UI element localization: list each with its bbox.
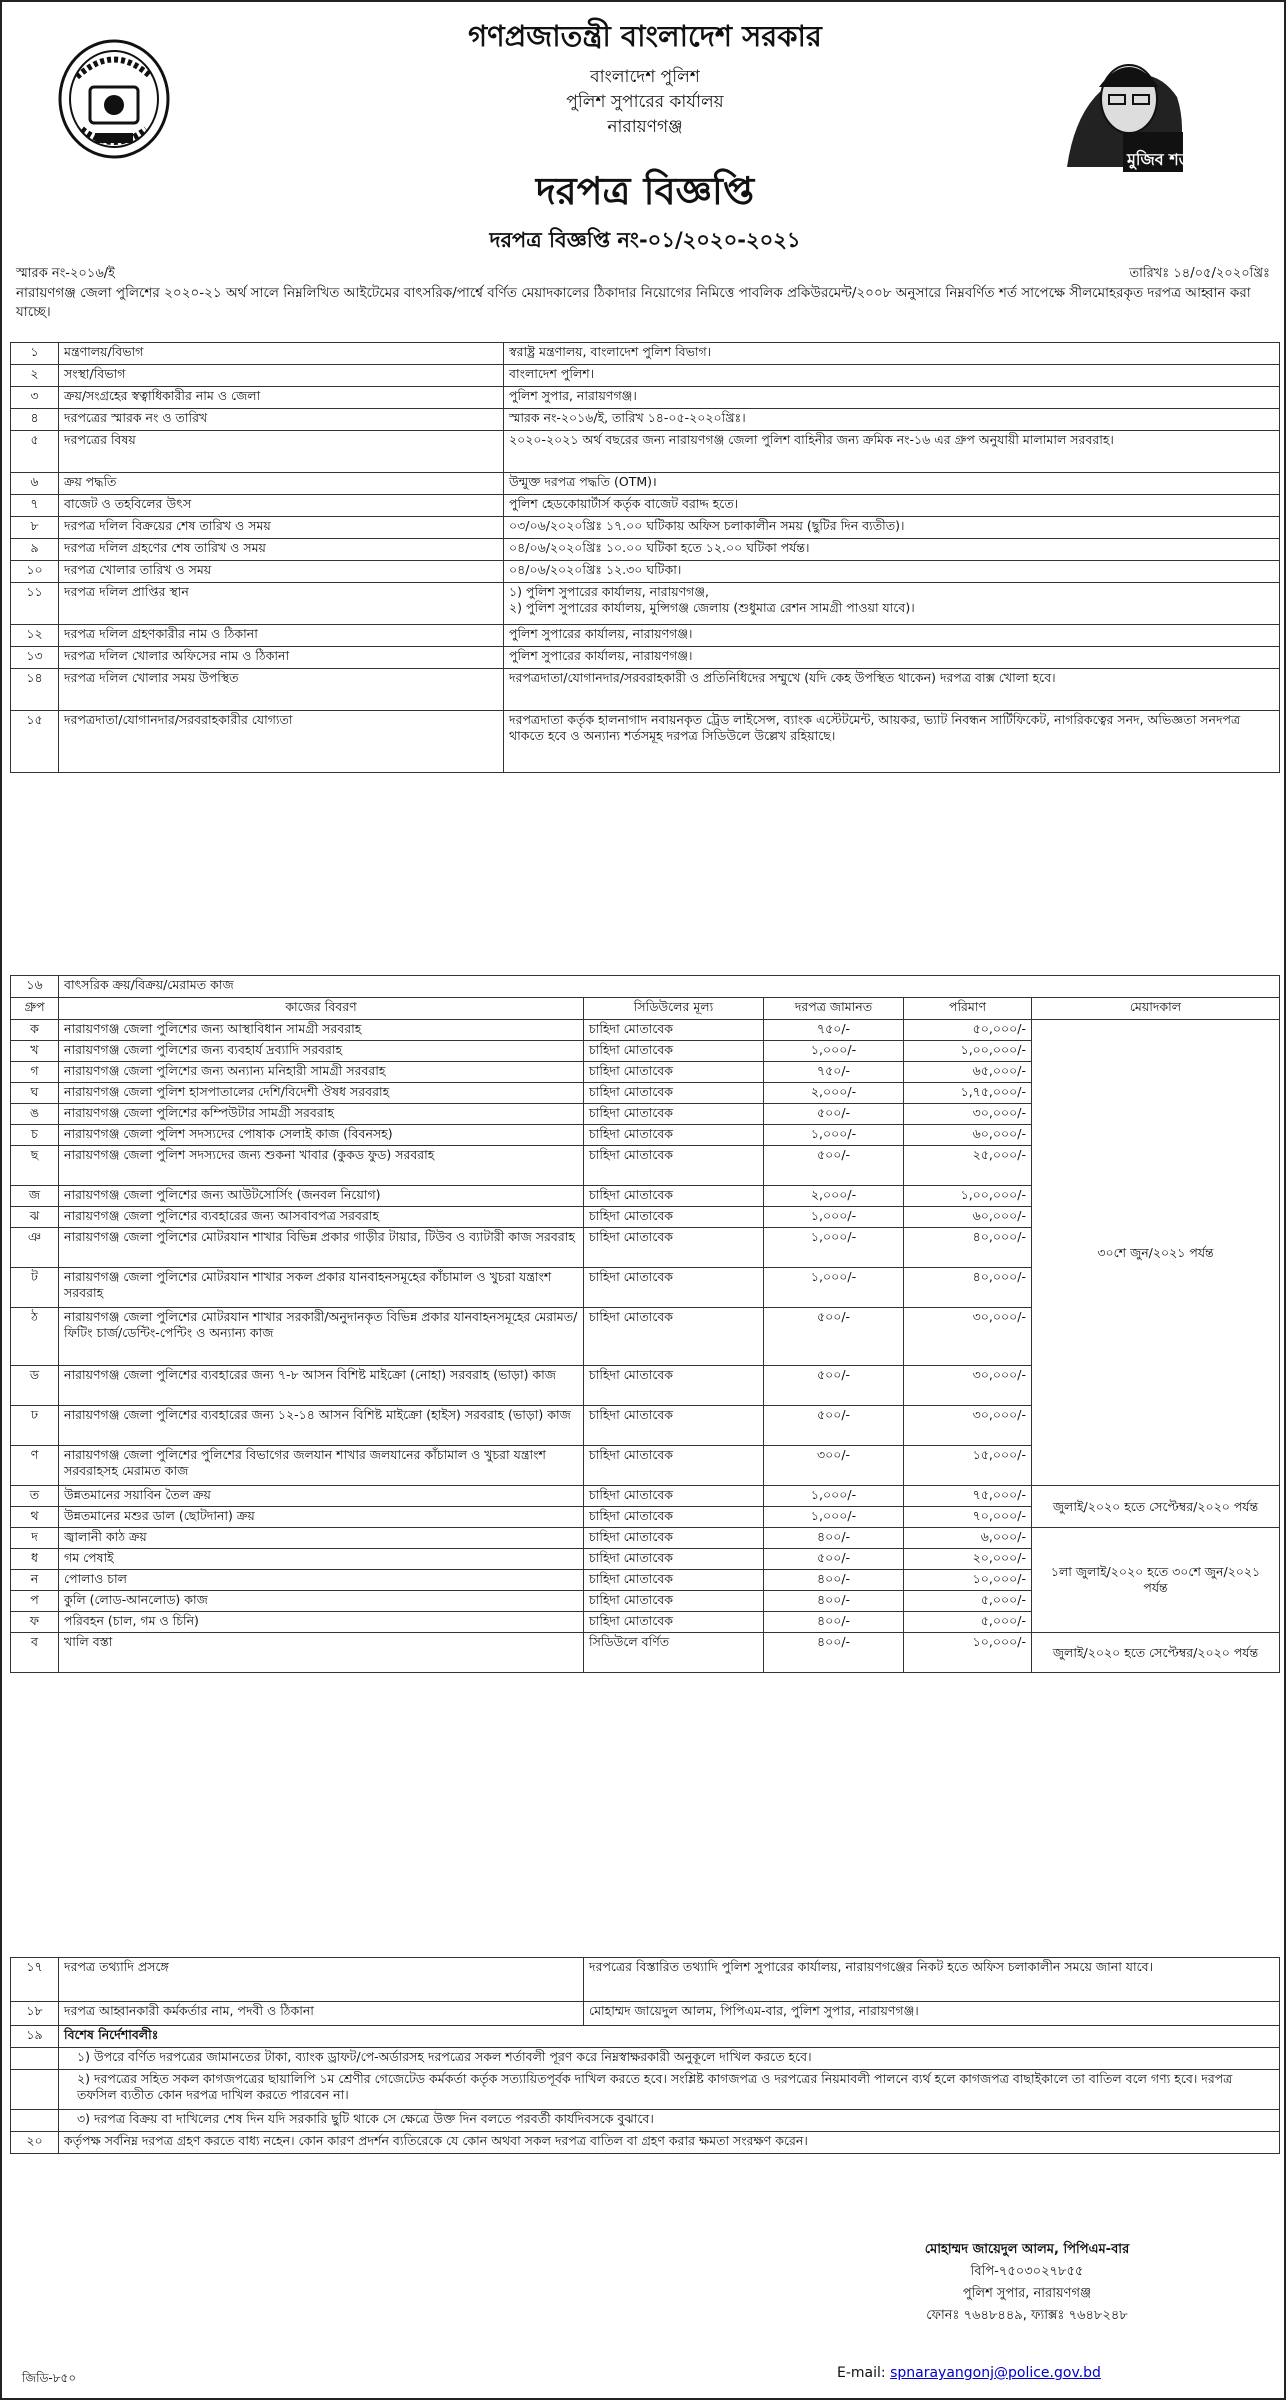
info-row xyxy=(11,669,1280,711)
item-group: ড xyxy=(11,1366,59,1406)
item-schedule-price: চাহিদা মোতাবেক xyxy=(584,1125,764,1146)
info-row xyxy=(11,517,1280,539)
item-description: গম পেষাই xyxy=(59,1549,584,1570)
row-20-value: কর্তৃপক্ষ সর্বনিম্ন দরপত্র গ্রহণ করতে বাধ্য নহেন। কোন কারণ প্রদর্শন ব্যতিরেকে যে কোন অথবা সকল দরপত্র বাতিল বা গ্রহণ করার ক্ষমতা সংরক্ষণ করেন। xyxy=(59,2132,1280,2154)
info-row-value: পুলিশ সুপারের কার্যালয়, নারায়ণগঞ্জ। xyxy=(504,647,1280,669)
item-amount: ১,০০,০০০/- xyxy=(904,1186,1032,1207)
row-19-point-2 xyxy=(11,2070,1280,2110)
item-amount: ৬,০০০/- xyxy=(904,1528,1032,1549)
item-schedule-price: চাহিদা মোতাবেক xyxy=(584,1020,764,1041)
item-description: নারায়ণগঞ্জ জেলা পুলিশের ব্যবহারের জন্য আসবাবপত্র সরবরাহ xyxy=(59,1207,584,1228)
item-deposit: ১,০০০/- xyxy=(764,1041,904,1062)
item-amount: ৬০,০০০/- xyxy=(904,1125,1032,1146)
item-deposit: ১,০০০/- xyxy=(764,1125,904,1146)
row-19-label: বিশেষ নির্দেশাবলীঃ xyxy=(59,2026,1280,2048)
info-row-value: ০৪/০৬/২০২০খ্রিঃ ১২.৩০ ঘটিকা। xyxy=(504,561,1280,583)
item-amount: ৩০,০০০/- xyxy=(904,1406,1032,1446)
info-row-number: ৬ xyxy=(11,473,59,495)
email-line xyxy=(837,2365,1101,2381)
item-description: পরিবহন (চাল, গম ও চিনি) xyxy=(59,1612,584,1633)
info-row xyxy=(11,561,1280,583)
item-amount: ৪০,০০০/- xyxy=(904,1228,1032,1268)
item-row xyxy=(11,1020,1280,1041)
item-group: ঞ xyxy=(11,1228,59,1268)
item-deposit: ২,০০০/- xyxy=(764,1186,904,1207)
header xyxy=(2,2,1286,252)
info-row xyxy=(11,539,1280,561)
item-schedule-price: চাহিদা মোতাবেক xyxy=(584,1308,764,1366)
item-amount: ১০,০০০/- xyxy=(904,1633,1032,1673)
item-group: চ xyxy=(11,1125,59,1146)
item-schedule-price: চাহিদা মোতাবেক xyxy=(584,1104,764,1125)
info-row-label: ক্রয় পদ্ধতি xyxy=(59,473,504,495)
item-group: খ xyxy=(11,1041,59,1062)
item-schedule-price: চাহিদা মোতাবেক xyxy=(584,1366,764,1406)
info-row-value: বাংলাদেশ পুলিশ। xyxy=(504,365,1280,387)
item-deposit: ৪০০/- xyxy=(764,1612,904,1633)
info-row-number: ৩ xyxy=(11,387,59,409)
info-row-label: দরপত্রের স্মারক নং ও তারিখ xyxy=(59,409,504,431)
item-description: কুলি (লোড-আনলোড) কাজ xyxy=(59,1591,584,1612)
row-18-label: দরপত্র আহ্বানকারী কর্মকর্তার নাম, পদবী ও ঠিকানা xyxy=(59,2002,584,2026)
info-row-value: ০৩/০৬/২০২০খ্রিঃ ১৭.০০ ঘটিকায় অফিস চলাকালীন সময় (ছুটির দিন ব্যতীত)। xyxy=(504,517,1280,539)
info-row-label: দরপত্র দলিল খোলার সময় উপস্থিত xyxy=(59,669,504,711)
info-row-label: দরপত্র দলিল বিক্রয়ের শেষ তারিখ ও সময় xyxy=(59,517,504,539)
info-row-value: পুলিশ সুপার, নারায়ণগঞ্জ। xyxy=(504,387,1280,409)
item-description: নারায়ণগঞ্জ জেলা পুলিশ হাসপাতালের দেশি/বিদেশী ঔষধ সরবরাহ xyxy=(59,1083,584,1104)
signatory-name: মোহাম্মদ জায়েদুল আলম, পিপিএম-বার xyxy=(924,2242,1130,2257)
item-amount: ৫,০০০/- xyxy=(904,1612,1032,1633)
header-period: মেয়াদকাল xyxy=(1032,998,1280,1020)
info-table-body xyxy=(11,343,1280,773)
item-schedule-price: চাহিদা মোতাবেক xyxy=(584,1268,764,1308)
info-row-number: ১৪ xyxy=(11,669,59,711)
item-amount: ৩০,০০০/- xyxy=(904,1366,1032,1406)
item-description: নারায়ণগঞ্জ জেলা পুলিশের জন্য আস্থাবিধান সামগ্রী সরবরাহ xyxy=(59,1020,584,1041)
item-schedule-price: চাহিদা মোতাবেক xyxy=(584,1486,764,1507)
signatory-post: পুলিশ সুপার, নারায়ণগঞ্জ xyxy=(962,2286,1092,2301)
government-title: গণপ্রজাতন্ত্রী বাংলাদেশ সরকার xyxy=(468,19,822,53)
notice-number: দরপত্র বিজ্ঞপ্তি নং-০১/২০২০-২০২১ xyxy=(489,228,801,252)
item-description: জ্বালানী কাঠ ক্রয় xyxy=(59,1528,584,1549)
item-deposit: ৭৫০/- xyxy=(764,1020,904,1041)
instruction-3: ৩) দরপত্র বিক্রয় বা দাখিলের শেষ দিন যদি সরকারি ছুটি থাকে সে ক্ষেত্রে উক্ত দিন বলতে পরবর্তী কার্যদিবসকে বুঝাবে। xyxy=(59,2110,1280,2132)
info-row-value: স্মারক নং-২০১৬/ই, তারিখ ১৪-০৫-২০২০খ্রিঃ। xyxy=(504,409,1280,431)
item-amount: ১৫,০০০/- xyxy=(904,1446,1032,1486)
item-description: নারায়ণগঞ্জ জেলা পুলিশের কম্পিউটার সামগ্রী সরবরাহ xyxy=(59,1104,584,1125)
row-20 xyxy=(11,2132,1280,2154)
row-19-point-3 xyxy=(11,2110,1280,2132)
item-schedule-price: চাহিদা মোতাবেক xyxy=(584,1228,764,1268)
items-header-row xyxy=(11,998,1280,1020)
item-description: নারায়ণগঞ্জ জেলা পুলিশ সদস্যদের জন্য শুকনা খাবার (কুকড ফুড) সরবরাহ xyxy=(59,1146,584,1186)
item-schedule-price: চাহিদা মোতাবেক xyxy=(584,1146,764,1186)
item-amount: ৩০,০০০/- xyxy=(904,1308,1032,1366)
item-deposit: ৫০০/- xyxy=(764,1146,904,1186)
item-period: জুলাই/২০২০ হতে সেপ্টেম্বর/২০২০ পর্যন্ত xyxy=(1032,1486,1280,1528)
item-group: ব xyxy=(11,1633,59,1673)
item-description: নারায়ণগঞ্জ জেলা পুলিশ সদস্যদের পোষাক সেলাই কাজ (বিবনসহ) xyxy=(59,1125,584,1146)
row-18 xyxy=(11,2002,1280,2026)
info-row-value: দরপত্রদাতা কর্তৃক হালনাগাদ নবায়নকৃত ট্রেড লাইসেন্স, ব্যাংক এস্টেটমেন্ট, আয়কর, ভ্যাট নিবন্ধন সার্টিফিকেট, নাগরিকত্বের সনদ, অভিজ্ঞতা সনদপত্র থাকতে হবে ও অন্যান্য শর্তসমূহ দরপত্র সিডিউলে উল্লেখ রহিয়াছে। xyxy=(504,711,1280,773)
item-amount: ৪০,০০০/- xyxy=(904,1268,1032,1308)
info-row-label: দরপত্র খোলার তারিখ ও সময় xyxy=(59,561,504,583)
item-amount: ২৫,০০০/- xyxy=(904,1146,1032,1186)
info-row-label: দরপত্র দলিল প্রাপ্তির স্থান xyxy=(59,583,504,625)
signature-block xyxy=(802,2239,1252,2327)
item-deposit: ১,০০০/- xyxy=(764,1207,904,1228)
item-schedule-price: চাহিদা মোতাবেক xyxy=(584,1507,764,1528)
item-group: ঘ xyxy=(11,1083,59,1104)
item-group: ঙ xyxy=(11,1104,59,1125)
item-deposit: ৪০০/- xyxy=(764,1591,904,1612)
item-schedule-price: চাহিদা মোতাবেক xyxy=(584,1406,764,1446)
row-19 xyxy=(11,2026,1280,2048)
item-group: গ xyxy=(11,1062,59,1083)
section-16-title: বাৎসরিক ক্রয়/বিক্রয়/মেরামত কাজ xyxy=(59,976,1280,998)
item-schedule-price: চাহিদা মোতাবেক xyxy=(584,1083,764,1104)
info-row-value-line-1: ১) পুলিশ সুপারের কার্যালয়, নারায়ণগঞ্জ, xyxy=(509,584,709,599)
item-schedule-price: চাহিদা মোতাবেক xyxy=(584,1549,764,1570)
info-row xyxy=(11,583,1280,625)
item-amount: ৬০,০০০/- xyxy=(904,1207,1032,1228)
item-period: ৩০শে জুন/২০২১ পর্যন্ত xyxy=(1032,1020,1280,1486)
info-row xyxy=(11,495,1280,517)
item-group: ণ xyxy=(11,1446,59,1486)
info-row-label: দরপত্রের বিষয় xyxy=(59,431,504,473)
header-amount: পরিমাণ xyxy=(904,998,1032,1020)
email-link[interactable]: spnarayangonj@police.gov.bd xyxy=(890,2365,1101,2381)
item-deposit: ৪০০/- xyxy=(764,1633,904,1673)
info-row-number: ১০ xyxy=(11,561,59,583)
info-row-number: ১ xyxy=(11,343,59,365)
org-line-2: পুলিশ সুপারের কার্যালয় xyxy=(566,92,724,112)
item-schedule-price: চাহিদা মোতাবেক xyxy=(584,1528,764,1549)
org-line-3: নারায়ণগঞ্জ xyxy=(607,117,683,137)
item-amount: ৩০,০০০/- xyxy=(904,1104,1032,1125)
item-group: ছ xyxy=(11,1146,59,1186)
item-amount: ১,০০,০০০/- xyxy=(904,1041,1032,1062)
info-row-value: ০৪/০৬/২০২০খ্রিঃ ১০.০০ ঘটিকা হতে ১২.০০ ঘটিকা পর্যন্ত। xyxy=(504,539,1280,561)
info-row-number: ১২ xyxy=(11,625,59,647)
item-amount: ৫,০০০/- xyxy=(904,1591,1032,1612)
row-20-number: ২০ xyxy=(11,2132,59,2154)
item-schedule-price: চাহিদা মোতাবেক xyxy=(584,1570,764,1591)
item-description: পোলাও চাল xyxy=(59,1570,584,1591)
item-deposit: ৫০০/- xyxy=(764,1549,904,1570)
info-row-value: ২০২০-২০২১ অর্থ বছরের জন্য নারায়ণগঞ্জ জেলা পুলিশ বাহিনীর জন্য ক্রমিক নং-১৬ এর গ্রুপ অনুযায়ী মালামাল সরবরাহ। xyxy=(504,431,1280,473)
item-deposit: ৪০০/- xyxy=(764,1528,904,1549)
item-deposit: ১,০০০/- xyxy=(764,1486,904,1507)
item-description: নারায়ণগঞ্জ জেলা পুলিশের ব্যবহারের জন্য ১২-১৪ আসন বিশিষ্ট মাইক্রো (হাইস) সরবরাহ (ভাড়া) কাজ xyxy=(59,1406,584,1446)
item-description: নারায়ণগঞ্জ জেলা পুলিশের মোটরযান শাখার সকল প্রকার যানবাহনসমূহের কাঁচামাল ও খুচরা যন্ত্রাংশ সরবরাহ xyxy=(59,1268,584,1308)
item-group: ট xyxy=(11,1268,59,1308)
info-row xyxy=(11,473,1280,495)
item-schedule-price: সিডিউলে বর্ণিত xyxy=(584,1633,764,1673)
item-group: ঢ xyxy=(11,1406,59,1446)
row-19-point-1 xyxy=(11,2048,1280,2070)
info-row-label: বাজেট ও তহবিলের উৎস xyxy=(59,495,504,517)
item-group: ঝ xyxy=(11,1207,59,1228)
row-17-label: দরপত্র তথ্যাদি প্রসঙ্গে xyxy=(59,1958,584,2002)
item-deposit: ২,০০০/- xyxy=(764,1083,904,1104)
item-row xyxy=(11,1633,1280,1673)
item-amount: ১০,০০০/- xyxy=(904,1570,1032,1591)
info-row-number: ১৩ xyxy=(11,647,59,669)
item-group: ন xyxy=(11,1570,59,1591)
row-17 xyxy=(11,1958,1280,2002)
info-row-label: দরপত্র দলিল গ্রহণের শেষ তারিখ ও সময় xyxy=(59,539,504,561)
instruction-1: ১) উপরে বর্ণিত দরপত্রের জামানতের টাকা, ব্যাংক ড্রাফট/পে-অর্ডারসহ দরপত্রের সকল শর্তাবলী পূরণ করে নিম্নস্বাক্ষরকারী অনুকূলে দাখিল করতে হবে। xyxy=(59,2048,1280,2070)
item-amount: ১,৭৫,০০০/- xyxy=(904,1083,1032,1104)
item-description: খালি বস্তা xyxy=(59,1633,584,1673)
item-deposit: ১,০০০/- xyxy=(764,1228,904,1268)
info-row xyxy=(11,343,1280,365)
item-description: নারায়ণগঞ্জ জেলা পুলিশের পুলিশের বিভাগের জলযান শাখার জলযানের কাঁচামাল ও খুচরা যন্ত্রাংশ সরবরাহসহ মেরামত কাজ xyxy=(59,1446,584,1486)
header-deposit: দরপত্র জামানত xyxy=(764,998,904,1020)
item-description: নারায়ণগঞ্জ জেলা পুলিশের ব্যবহারের জন্য ৭-৮ আসন বিশিষ্ট মাইক্রো (নোহা) সরবরাহ (ভাড়া) কাজ xyxy=(59,1366,584,1406)
item-deposit: ৫০০/- xyxy=(764,1104,904,1125)
item-amount: ৬৫,০০০/- xyxy=(904,1062,1032,1083)
section-16-number: ১৬ xyxy=(11,976,59,998)
info-row-value xyxy=(504,583,1280,625)
item-description: নারায়ণগঞ্জ জেলা পুলিশের মোটরযান শাখার বিভিন্ন প্রকার গাড়ীর টায়ার, টিউব ও ব্যাটারী কাজ সরবরাহ xyxy=(59,1228,584,1268)
item-amount: ৭৫,০০০/- xyxy=(904,1486,1032,1507)
item-deposit: ৪০০/- xyxy=(764,1570,904,1591)
info-row-value: স্বরাষ্ট্র মন্ত্রণালয়, বাংলাদেশ পুলিশ বিভাগ। xyxy=(504,343,1280,365)
item-schedule-price: চাহিদা মোতাবেক xyxy=(584,1612,764,1633)
info-row-value-line-2: ২) পুলিশ সুপারের কার্যালয়, মুন্সিগঞ্জ জেলায় (শুধুমাত্র রেশন সামগ্রী পাওয়া যাবে)। xyxy=(509,600,915,615)
info-row-label: দরপত্রদাতা/যোগানদার/সরবরাহকারীর যোগ্যতা xyxy=(59,711,504,773)
items-table xyxy=(10,975,1280,1673)
item-group: ত xyxy=(11,1486,59,1507)
info-row xyxy=(11,409,1280,431)
header-schedule-price: সিডিউলের মূল্য xyxy=(584,998,764,1020)
item-period: ১লা জুলাই/২০২০ হতে ৩০শে জুন/২০২১ পর্যন্ত xyxy=(1032,1528,1280,1633)
info-row-number: ৮ xyxy=(11,517,59,539)
item-group: ফ xyxy=(11,1612,59,1633)
item-group: থ xyxy=(11,1507,59,1528)
item-amount: ৫০,০০০/- xyxy=(904,1020,1032,1041)
row-19-number: ১৯ xyxy=(11,2026,59,2048)
item-amount: ২০,০০০/- xyxy=(904,1549,1032,1570)
info-row-value: পুলিশ সুপারের কার্যালয়, নারায়ণগঞ্জ। xyxy=(504,625,1280,647)
info-row-label: দরপত্র দলিল গ্রহণকারীর নাম ও ঠিকানা xyxy=(59,625,504,647)
notice-title: দরপত্র বিজ্ঞপ্তি xyxy=(535,169,755,213)
item-description: নারায়ণগঞ্জ জেলা পুলিশের জন্য অন্যান্য মনিহারী সামগ্রী সরবরাহ xyxy=(59,1062,584,1083)
info-row-number: ২ xyxy=(11,365,59,387)
memo-number: স্মারক নং-২০১৬/ই xyxy=(16,266,115,281)
mujib-portrait-logo xyxy=(1037,37,1227,177)
header-group: গ্রুপ xyxy=(11,998,59,1020)
item-description: উন্নতমানের সয়াবিন তৈল ক্রয় xyxy=(59,1486,584,1507)
info-row xyxy=(11,431,1280,473)
item-deposit: ৫০০/- xyxy=(764,1308,904,1366)
info-row-value: পুলিশ হেডকোয়ার্টার্স কর্তৃক বাজেট বরাদ্দ হতে। xyxy=(504,495,1280,517)
info-table xyxy=(10,342,1280,773)
memo-date: তারিখঃ ১৪/০৫/২০২০খ্রিঃ xyxy=(1129,266,1270,281)
gd-code: জিডি-৮৫০ xyxy=(22,2371,77,2385)
item-schedule-price: চাহিদা মোতাবেক xyxy=(584,1062,764,1083)
item-row xyxy=(11,1528,1280,1549)
info-row-label: মন্ত্রণালয়/বিভাগ xyxy=(59,343,504,365)
item-group: ক xyxy=(11,1020,59,1041)
portrait-label: মুজিব শতবর্ষ xyxy=(1127,150,1209,169)
header-description: কাজের বিবরণ xyxy=(59,998,584,1020)
info-row xyxy=(11,711,1280,773)
item-schedule-price: চাহিদা মোতাবেক xyxy=(584,1591,764,1612)
item-deposit: ৭৫০/- xyxy=(764,1062,904,1083)
info-row-number: ৫ xyxy=(11,431,59,473)
item-deposit: ৫০০/- xyxy=(764,1366,904,1406)
item-group: ধ xyxy=(11,1549,59,1570)
item-description: নারায়ণগঞ্জ জেলা পুলিশের জন্য আউটসোর্সিং (জনবল নিয়োগ) xyxy=(59,1186,584,1207)
info-row xyxy=(11,625,1280,647)
row-18-value: মোহাম্মদ জায়েদুল আলম, পিপিএম-বার, পুলিশ সুপার, নারায়ণগঞ্জ। xyxy=(584,2002,1280,2026)
info-row-value: দরপত্রদাতা/যোগানদার/সরবরাহকারী ও প্রতিনিধিদের সম্মুখে (যদি কেহ উপস্থিত থাকেন) দরপত্র বাক্স খোলা হবে। xyxy=(504,669,1280,711)
info-row-number: ১৫ xyxy=(11,711,59,773)
info-row-number: ৯ xyxy=(11,539,59,561)
item-group: ঠ xyxy=(11,1308,59,1366)
item-schedule-price: চাহিদা মোতাবেক xyxy=(584,1207,764,1228)
item-period: জুলাই/২০২০ হতে সেপ্টেম্বর/২০২০ পর্যন্ত xyxy=(1032,1633,1280,1673)
email-label: E-mail: xyxy=(837,2365,886,2381)
item-schedule-price: চাহিদা মোতাবেক xyxy=(584,1186,764,1207)
section-16-row xyxy=(11,976,1280,998)
item-group: দ xyxy=(11,1528,59,1549)
item-deposit: ১,০০০/- xyxy=(764,1507,904,1528)
signatory-phone: ফোনঃ ৭৬৪৮৪৪৯, ফ্যাক্সঃ ৭৬৪৮২৪৮ xyxy=(926,2308,1128,2323)
item-amount: ৭০,০০০/- xyxy=(904,1507,1032,1528)
info-row-value: উন্মুক্ত দরপত্র পদ্ধতি (OTM)। xyxy=(504,473,1280,495)
item-group: জ xyxy=(11,1186,59,1207)
item-schedule-price: চাহিদা মোতাবেক xyxy=(584,1446,764,1486)
signatory-bp: বিপি-৭৫০৩০২৭৮৫৫ xyxy=(970,2264,1084,2279)
info-row-label: দরপত্র দলিল খোলার অফিসের নাম ও ঠিকানা xyxy=(59,647,504,669)
item-deposit: ৩০০/- xyxy=(764,1446,904,1486)
info-row-number: ৭ xyxy=(11,495,59,517)
instruction-2: ২) দরপত্রের সহিত সকল কাগজপত্রের ছায়ালিপি ১ম শ্রেণীর গেজেটেড কর্মকর্তা কর্তৃক সত্যায়িতপূর্বক দাখিল করতে হবে। সংশ্লিষ্ট কাগজপত্র ও দরপত্রের নিয়মাবলী পালনে ব্যর্থ হলে কাগজপত্র বাছাইকালে তা বাতিল বলে গণ্য হবে। দরপত্র তফসিল ব্যতীত কোন দরপত্র দাখিল করতে পারবেন না। xyxy=(59,2070,1280,2110)
info-row-number: ৪ xyxy=(11,409,59,431)
item-deposit: ৫০০/- xyxy=(764,1406,904,1446)
item-description: নারায়ণগঞ্জ জেলা পুলিশের মোটরযান শাখার সরকারী/অনুদানকৃত বিভিন্ন প্রকার যানবাহনসমূহের মেরামত/ফিটিং চার্জ/ডেন্টিং-পেন্টিং ও অন্যান্য কাজ xyxy=(59,1308,584,1366)
item-schedule-price: চাহিদা মোতাবেক xyxy=(584,1041,764,1062)
item-row xyxy=(11,1486,1280,1507)
item-group: প xyxy=(11,1591,59,1612)
footer-table xyxy=(10,1957,1280,2154)
org-line-1: বাংলাদেশ পুলিশ xyxy=(590,67,700,87)
item-description: উন্নতমানের মশুর ডাল (ছোটদানা) ক্রয় xyxy=(59,1507,584,1528)
info-row xyxy=(11,365,1280,387)
info-row-label: ক্রয়/সংগ্রহের স্বত্বাধিকারীর নাম ও জেলা xyxy=(59,387,504,409)
item-description: নারায়ণগঞ্জ জেলা পুলিশের জন্য ব্যবহার্য দ্রব্যাদি সরবরাহ xyxy=(59,1041,584,1062)
row-18-number: ১৮ xyxy=(11,2002,59,2026)
info-row xyxy=(11,647,1280,669)
item-deposit: ১,০০০/- xyxy=(764,1268,904,1308)
intro-paragraph: নারায়ণগঞ্জ জেলা পুলিশের ২০২০-২১ অর্থ সালে নিম্নলিখিত আইটেমের বাৎসরিক/পার্শ্বে বর্ণিত মেয়াদকালের ঠিকাদার নিয়োগের নিমিত্তে পাবলিক প্রকিউরমেন্ট/২০০৮ অনুসারে নিম্নবর্ণিত শর্ত সাপেক্ষে সীলমোহরকৃত দরপত্র আহ্বান করা যাচ্ছে। xyxy=(16,285,1251,320)
info-row xyxy=(11,387,1280,409)
info-row-number: ১১ xyxy=(11,583,59,625)
row-17-value: দরপত্রের বিস্তারিত তথ্যাদি পুলিশ সুপারের কার্যালয়, নারায়ণগঞ্জের নিকট হতে অফিস চলাকালীন সময়ে জানা যাবে। xyxy=(584,1958,1280,2002)
info-row-label: সংস্থা/বিভাগ xyxy=(59,365,504,387)
row-17-number: ১৭ xyxy=(11,1958,59,2002)
